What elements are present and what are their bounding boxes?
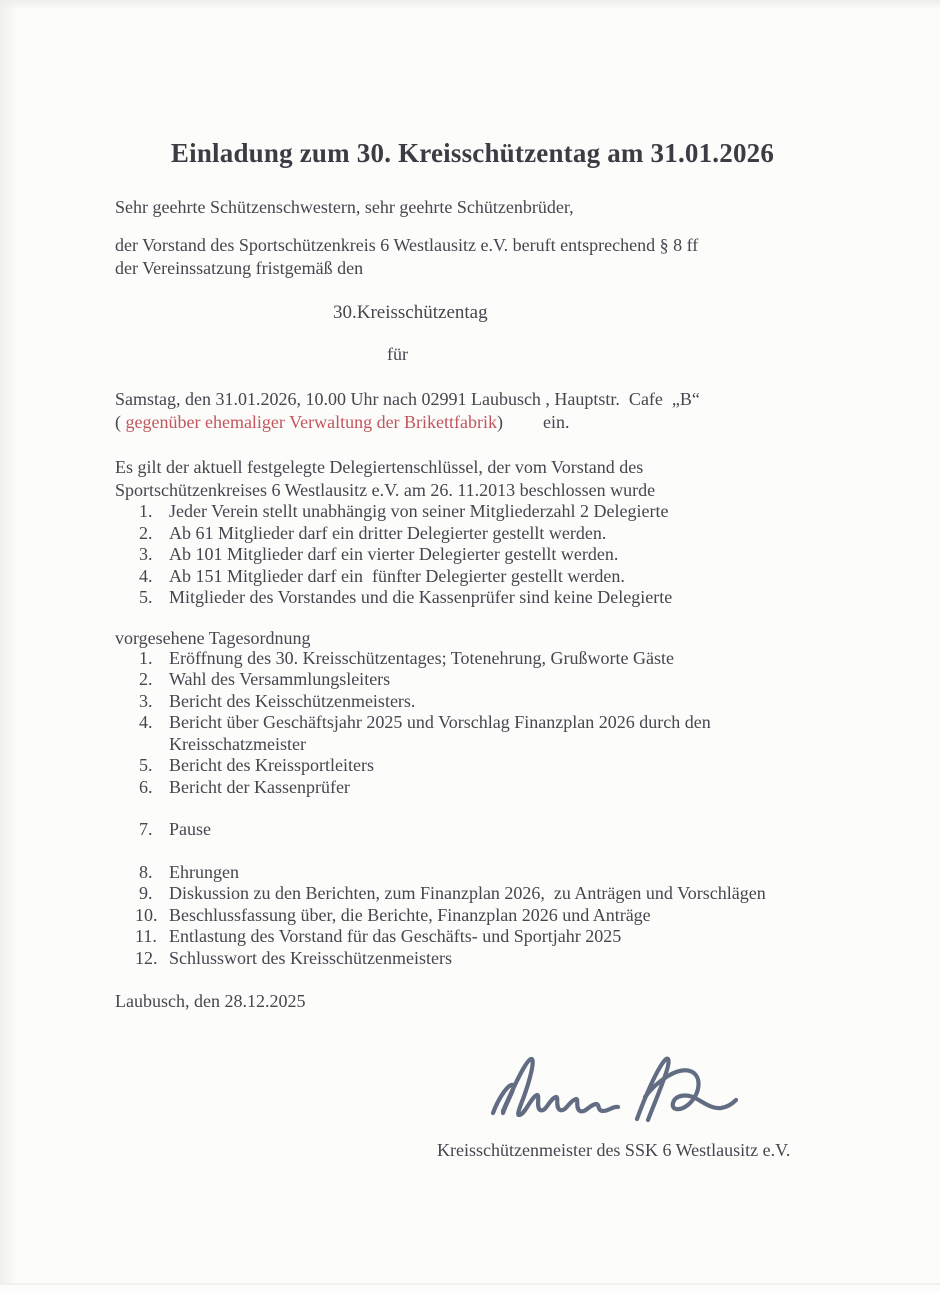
item-number: 9. <box>139 883 153 903</box>
item-number: 4. <box>139 712 153 732</box>
item-text: Bericht des Kreissportleiters <box>169 755 374 775</box>
list-item <box>115 926 830 948</box>
item-number: 4. <box>139 565 153 586</box>
item-text: Entlastung des Vorstand für das Geschäfts- und Sportjahr 2025 <box>169 926 622 946</box>
event-name: 30.Kreisschützentag <box>333 302 488 323</box>
salutation-line: Sehr geehrte Schützenschwestern, sehr geehrte Schützenbrüder, <box>115 197 574 217</box>
location-line <box>115 411 830 434</box>
signature-ink-strokes <box>485 1049 747 1127</box>
item-text: Ab 101 Mitglieder darf ein vierter Delegierter gestellt werden. <box>169 544 619 564</box>
item-number: 1. <box>139 501 153 521</box>
item-number: 10. <box>135 904 158 925</box>
list-item <box>115 544 830 566</box>
item-text: Bericht der Kassenprüfer <box>169 776 350 797</box>
list-item <box>115 862 830 884</box>
item-text: Wahl des Versammlungsleiters <box>169 669 391 689</box>
item-number: 7. <box>139 819 153 839</box>
item-text <box>169 712 830 755</box>
item-text: Schlusswort des Kreisschützenmeisters <box>169 947 452 968</box>
invite-word: ein. <box>543 411 570 432</box>
delegates-intro-line-1: Es gilt der aktuell festgelegte Delegiertenschlüssel, der vom Vorstand des <box>115 457 644 477</box>
item-text-line-2: Kreisschatzmeister <box>169 733 306 754</box>
item-number: 6. <box>139 776 153 797</box>
item-text: Ehrungen <box>169 861 239 882</box>
intro-line-2: der Vereinssatzung fristgemäß den <box>115 258 364 278</box>
list-item <box>115 883 830 905</box>
list-item <box>115 669 830 691</box>
item-number: 2. <box>139 522 153 543</box>
closing-dateline: Laubusch, den 28.12.2025 <box>115 991 306 1011</box>
item-number: 3. <box>139 544 153 564</box>
list-item <box>115 819 830 841</box>
date-location-block <box>115 388 830 433</box>
item-number: 8. <box>139 861 153 882</box>
fuer-word: für <box>387 344 408 364</box>
item-number: 11. <box>135 926 157 946</box>
item-number: 3. <box>139 690 153 711</box>
list-item <box>115 648 830 670</box>
location-annotation-red: gegenüber ehemaliger Verwaltung der Brikettfabrik <box>125 411 498 432</box>
item-text: Eröffnung des 30. Kreisschützentages; Totenehrung, Grußworte Gäste <box>169 647 674 668</box>
item-number: 1. <box>139 647 153 668</box>
intro-paragraph <box>115 234 830 280</box>
document-title: Einladung zum 30. Kreisschützentag am 31.01.2026 <box>170 138 775 168</box>
item-text: Bericht des Keisschützenmeisters. <box>169 690 416 711</box>
list-item <box>115 755 830 777</box>
list-item <box>115 777 830 799</box>
item-number: 12. <box>135 947 158 968</box>
handwritten-signature <box>485 1049 747 1127</box>
agenda-list <box>115 648 830 970</box>
item-text: Ab 151 Mitglieder darf ein fünfter Delegierter gestellt werden. <box>169 565 625 586</box>
item-text: Diskussion zu den Berichten, zum Finanzplan 2026, zu Anträgen und Vorschlägen <box>169 883 766 903</box>
item-text: Beschlussfassung über, die Berichte, Finanzplan 2026 und Anträge <box>169 904 651 925</box>
list-item <box>115 501 830 523</box>
list-item <box>115 712 830 755</box>
delegates-rules-list <box>115 501 830 609</box>
item-text: Ab 61 Mitglieder darf ein dritter Delegierter gestellt werden. <box>169 522 607 543</box>
item-text: Pause <box>169 819 211 839</box>
item-text-line-1: Bericht über Geschäftsjahr 2025 und Vorschlag Finanzplan 2026 durch den <box>169 712 711 732</box>
list-item <box>115 905 830 927</box>
delegates-intro-line-2: Sportschützenkreises 6 Westlausitz e.V. am 26. 11.2013 beschlossen wurde <box>115 479 656 500</box>
signature-role-line: Kreisschützenmeister des SSK 6 Westlausitz e.V. <box>437 1140 791 1160</box>
scan-edge-shadow <box>0 1283 940 1285</box>
list-item <box>115 691 830 713</box>
list-item <box>115 566 830 588</box>
delegates-intro <box>115 456 830 501</box>
item-text: Jeder Verein stellt unabhängig von seiner Mitgliederzahl 2 Delegierte <box>169 501 669 521</box>
item-text: Mitglieder des Vorstandes und die Kassenprüfer sind keine Delegierte <box>169 587 673 607</box>
paren-close: ) <box>497 411 504 432</box>
list-item <box>115 523 830 545</box>
date-line: Samstag, den 31.01.2026, 10.00 Uhr nach 02991 Laubusch , Hauptstr. Cafe „B“ <box>115 389 700 409</box>
list-item <box>115 948 830 970</box>
item-number: 2. <box>139 669 153 689</box>
paren-open: ( <box>115 411 126 432</box>
item-number: 5. <box>139 587 153 607</box>
intro-line-1: der Vorstand des Sportschützenkreis 6 Westlausitz e.V. beruft entsprechend § 8 ff <box>115 235 699 255</box>
item-number: 5. <box>139 755 153 775</box>
agenda-heading: vorgesehene Tagesordnung <box>115 627 311 648</box>
list-item <box>115 587 830 609</box>
